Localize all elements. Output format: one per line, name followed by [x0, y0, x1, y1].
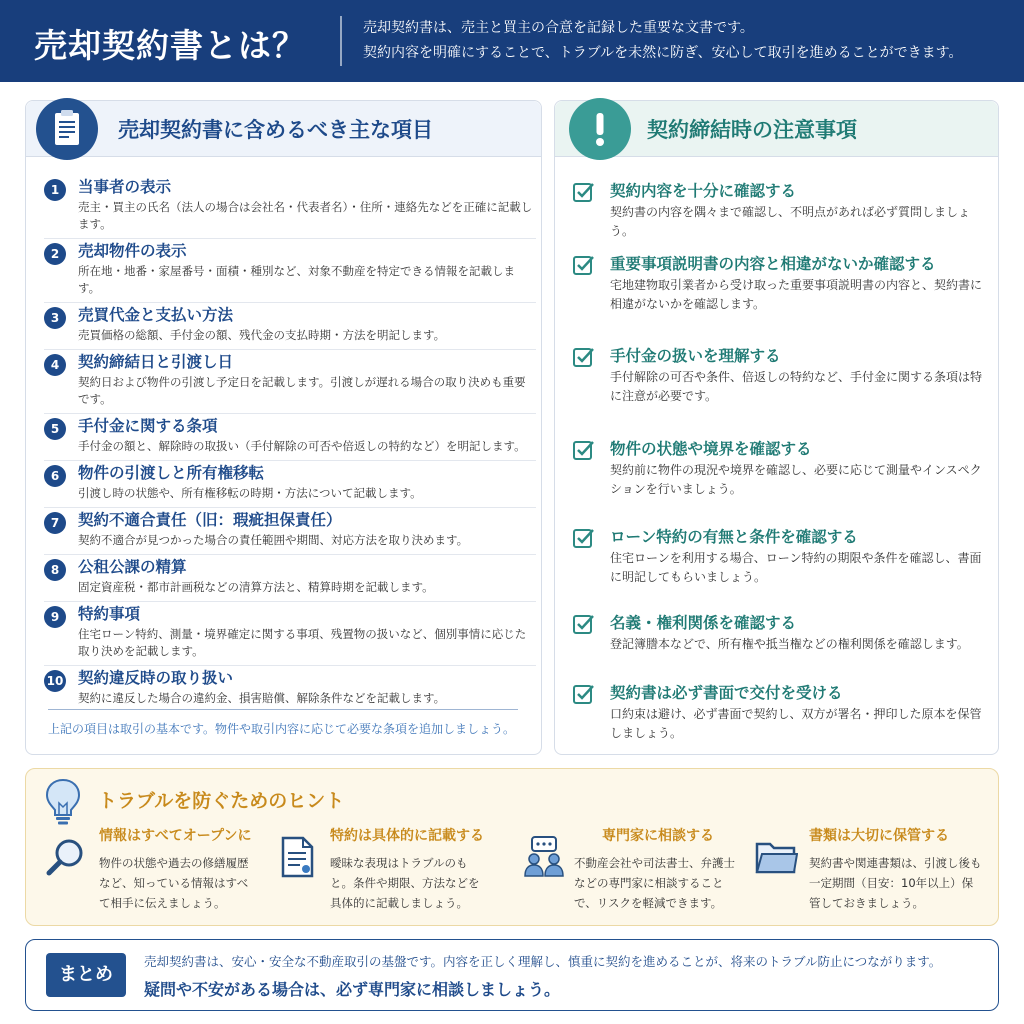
list-item [44, 175, 536, 239]
header-desc-line-2: 契約内容を明確にすることで、トラブルを未然に防ぎ、安心して取引を進めることができます。 [363, 45, 963, 61]
list-item [573, 179, 993, 252]
item-title: 手付金に関する条項 [78, 417, 218, 435]
lightbulb-icon [44, 777, 82, 827]
item-description: 所在地・地番・家屋番号・面積・種別など、対象不動産を特定できる情報を記載します。 [78, 264, 515, 295]
item-title: 契約締結日と引渡し日 [78, 353, 234, 371]
checkbox-icon [573, 439, 595, 461]
item-number: 4 [44, 354, 66, 376]
hints-section [25, 768, 999, 926]
precaution-description: 住宅ローンを利用する場合、ローン特約の期限や条件を確認し、書面に明記してもらいましょう。 [610, 551, 982, 584]
item-title: 契約不適合責任（旧：瑕疵担保責任） [78, 511, 342, 529]
checkbox-icon [573, 346, 595, 368]
item-number: 1 [44, 179, 66, 201]
precautions-header [555, 101, 998, 157]
precaution-description: 宅地建物取引業者から受け取った重要事項説明書の内容と、契約書に相違がないかを確認します。 [610, 278, 983, 311]
precaution-title: 重要事項説明書の内容と相違がないか確認する [610, 255, 936, 273]
item-title: 当事者の表示 [78, 178, 172, 196]
item-number: 2 [44, 243, 66, 265]
hint-title: 情報はすべてオープンに [99, 828, 252, 844]
hint-description: 契約書や関連書類は、引渡し後も一定期間（目安：10年以上）保管しておきましょう。 [809, 856, 982, 910]
item-description: 引渡し時の状態や、所有権移転の時期・方法について記載します。 [78, 486, 422, 500]
precaution-description: 登記簿謄本などで、所有権や抵当権などの権利関係を確認します。 [610, 637, 969, 651]
item-title: 売買代金と支払い方法 [78, 306, 234, 324]
checkbox-icon [573, 527, 595, 549]
contract-items-footnote: 上記の項目は取引の基本です。物件や取引内容に応じて必要な条項を追加しましょう。 [48, 709, 518, 737]
precaution-description: 口約束は避け、必ず書面で契約し、双方が署名・押印した原本を保管しましょう。 [610, 707, 982, 740]
item-title: 特約事項 [78, 605, 141, 623]
item-description: 住宅ローン特約、測量・境界確定に関する事項、残置物の扱いなど、個別事情に応じた取り決めを記載します。 [78, 627, 527, 658]
summary-emphasis: 疑問や不安がある場合は、必ず専門家に相談しましょう。 [144, 980, 561, 999]
item-number: 10 [44, 670, 66, 692]
item-description: 売買価格の総額、手付金の額、残代金の支払時期・方法を明記します。 [78, 328, 446, 342]
checkbox-icon [573, 613, 595, 635]
item-number: 9 [44, 606, 66, 628]
item-number: 6 [44, 465, 66, 487]
list-item [44, 239, 536, 303]
magnifier-icon [44, 835, 88, 879]
contract-items-title: 売却契約書に含めるべき主な項目 [118, 118, 433, 142]
item-description: 契約日および物件の引渡し予定日を記載します。引渡しが遅れる場合の取り決めも重要です。 [78, 375, 526, 406]
summary-badge: まとめ [46, 953, 126, 997]
precaution-description: 契約前に物件の現況や境界を確認し、必要に応じて測量やインスペクションを行いましょう。 [610, 463, 982, 496]
item-title: 物件の引渡しと所有権移転 [78, 464, 265, 482]
precaution-title: 手付金の扱いを理解する [610, 347, 781, 365]
precaution-title: ローン特約の有無と条件を確認する [610, 528, 858, 546]
item-number: 7 [44, 512, 66, 534]
precaution-title: 物件の状態や境界を確認する [610, 440, 812, 458]
precautions-panel [554, 100, 999, 755]
header-divider [340, 16, 342, 66]
precautions-title: 契約締結時の注意事項 [647, 118, 857, 142]
list-item [44, 555, 536, 602]
header-desc-line-1: 売却契約書は、売主と買主の合意を記録した重要な文書です。 [363, 20, 754, 36]
hint-description: 曖昧な表現はトラブルのもと。条件や期限、方法などを具体的に記載しましょう。 [330, 856, 480, 910]
list-item [44, 602, 536, 666]
item-number: 3 [44, 307, 66, 329]
document-icon [276, 835, 320, 879]
list-item [44, 303, 536, 350]
contract-items-panel [25, 100, 542, 755]
checkbox-icon [573, 181, 595, 203]
precaution-title: 名義・権利関係を確認する [610, 614, 797, 632]
exclamation-icon [569, 98, 631, 160]
precaution-description: 手付解除の可否や条件、倍返しの特約など、手付金に関する条項は特に注意が必要です。 [610, 370, 983, 403]
list-item [573, 252, 993, 344]
list-item [573, 611, 993, 681]
hint-title: 書類は大切に保管する [809, 828, 949, 844]
hint-title: 専門家に相談する [602, 828, 714, 844]
item-description: 固定資産税・都市計画税などの清算方法と、精算時期を記載します。 [78, 580, 434, 594]
hints-title: トラブルを防ぐためのヒント [98, 790, 345, 812]
hint-title: 特約は具体的に記載する [330, 828, 484, 844]
list-item [44, 666, 536, 712]
checkbox-icon [573, 254, 595, 276]
precaution-description: 契約書の内容を隅々まで確認し、不明点があれば必ず質問しましょう。 [610, 205, 971, 238]
item-title: 公租公課の精算 [78, 558, 187, 576]
list-item [44, 461, 536, 508]
precaution-title: 契約内容を十分に確認する [610, 182, 797, 200]
folder-icon [754, 835, 798, 879]
hint-description: 不動産会社や司法書士、弁護士などの専門家に相談することで、リスクを軽減できます。 [574, 856, 735, 910]
summary-text: 売却契約書は、安心・安全な不動産取引の基盤です。内容を正しく理解し、慎重に契約を進めることが、将来のトラブル防止につながります。 [144, 954, 942, 969]
item-title: 売却物件の表示 [78, 242, 187, 260]
contract-items-header [26, 101, 541, 157]
list-item [573, 437, 993, 525]
precaution-title: 契約書は必ず書面で交付を受ける [610, 684, 843, 702]
item-description: 売主・買主の氏名（法人の場合は会社名・代表者名）・住所・連絡先などを正確に記載します。 [78, 200, 533, 231]
contract-items-list [44, 175, 536, 712]
precautions-list [573, 179, 993, 743]
list-item [573, 681, 993, 743]
header-description [363, 16, 962, 66]
list-item [573, 525, 993, 611]
list-item [44, 350, 536, 414]
item-number: 8 [44, 559, 66, 581]
consult-icon [522, 835, 566, 879]
clipboard-icon [36, 98, 98, 160]
list-item [573, 344, 993, 437]
item-description: 契約に違反した場合の違約金、損害賠償、解除条件などを記載します。 [78, 691, 446, 705]
item-description: 手付金の額と、解除時の取扱い（手付解除の可否や倍返しの特約など）を明記します。 [78, 439, 526, 453]
item-number: 5 [44, 418, 66, 440]
list-item [44, 508, 536, 555]
summary-section [25, 939, 999, 1011]
checkbox-icon [573, 683, 595, 705]
list-item [44, 414, 536, 461]
item-title: 契約違反時の取り扱い [78, 669, 234, 687]
item-description: 契約不適合が見つかった場合の責任範囲や期間、対応方法を取り決めます。 [78, 533, 469, 547]
page-header [0, 0, 1024, 82]
page-title: 売却契約書とは？ [34, 26, 306, 65]
hint-description: 物件の状態や過去の修繕履歴など、知っている情報はすべて相手に伝えましょう。 [99, 856, 249, 910]
